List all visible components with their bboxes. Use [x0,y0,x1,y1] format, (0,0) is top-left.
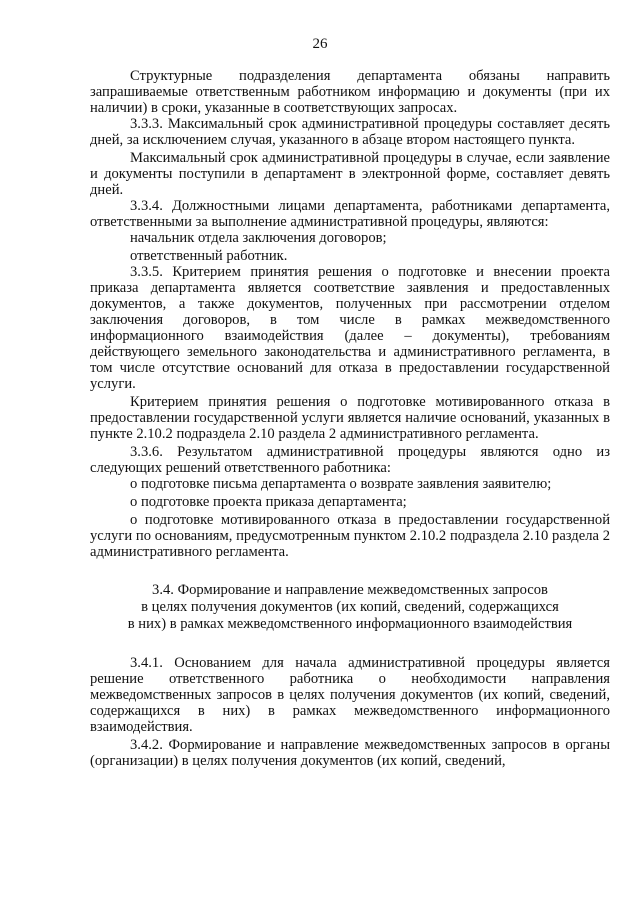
paragraph: о подготовке письма департамента о возврате заявления заявителю; [130,476,552,492]
paragraph: Критерием принятия решения о подготовке мотивированного отказа в предоставлении государственной услуги является наличие оснований, указанных в пункте 2.10.2 подраздела 2.10 раздела 2 административного регламента. [90,394,610,442]
paragraph: начальник отдела заключения договоров; [130,230,387,246]
paragraph: о подготовке мотивированного отказа в предоставлении государственной услуги по основаниям, предусмотренным пунктом 2.10.2 подраздела 2.10 раздела 2 административного регламента. [90,512,610,560]
paragraph: ответственный работник. [130,248,288,264]
heading-line: в них) в рамках межведомственного информационного взаимодействия [127,616,573,632]
paragraph: о подготовке проекта приказа департамента; [130,494,407,510]
paragraph: 3.3.3. Максимальный срок административной процедуры составляет десять дней, за исключением случая, указанного в абзаце втором настоящего пункта. [90,116,610,148]
heading-line: 3.4. Формирование и направление межведомственных запросов [152,582,548,598]
paragraph: Структурные подразделения департамента обязаны направить запрашиваемые ответственным работником информацию и документы (при их наличии) в сроки, указанные в соответствующих запросах. [90,68,610,116]
section-heading-3-4 [90,582,610,633]
paragraph: 3.3.5. Критерием принятия решения о подготовке и внесении проекта приказа департамента является соответствие заявления и предоставленных документов, а также документов, полученных при рассмотрении отделом заключения договоров, в том числе в рамках межведомственного информационного взаимодействия (далее – документы), требованиям действующего земельного законодательства и административного регламента, в том числе отсутствие оснований для отказа в предоставлении государственной услуги. [90,264,610,392]
paragraph: Максимальный срок административной процедуры в случае, если заявление и документы поступили в департамент в электронной форме, составляет девять дней. [90,150,610,198]
paragraph: 3.3.4. Должностными лицами департамента, работниками департамента, ответственными за выполнение административной процедуры, являются: [90,198,610,230]
paragraph: 3.4.2. Формирование и направление межведомственных запросов в органы (организации) в целях получения документов (их копий, сведений, [90,737,610,769]
section-3-3-text [90,68,610,560]
page-number: 26 [312,36,328,52]
heading-line: в целях получения документов (их копий, сведений, содержащихся [141,599,559,615]
paragraph: 3.4.1. Основанием для начала административной процедуры является решение ответственного работника о необходимости направления межведомственных запросов в целях получения документов (их копий, сведений, содержащихся в них) в рамках межведомственного информационного взаимодействия. [90,655,610,735]
document-body [90,68,610,769]
paragraph: 3.3.6. Результатом административной процедуры являются одно из следующих решений ответственного работника: [90,444,610,476]
section-3-4-text [90,655,610,769]
